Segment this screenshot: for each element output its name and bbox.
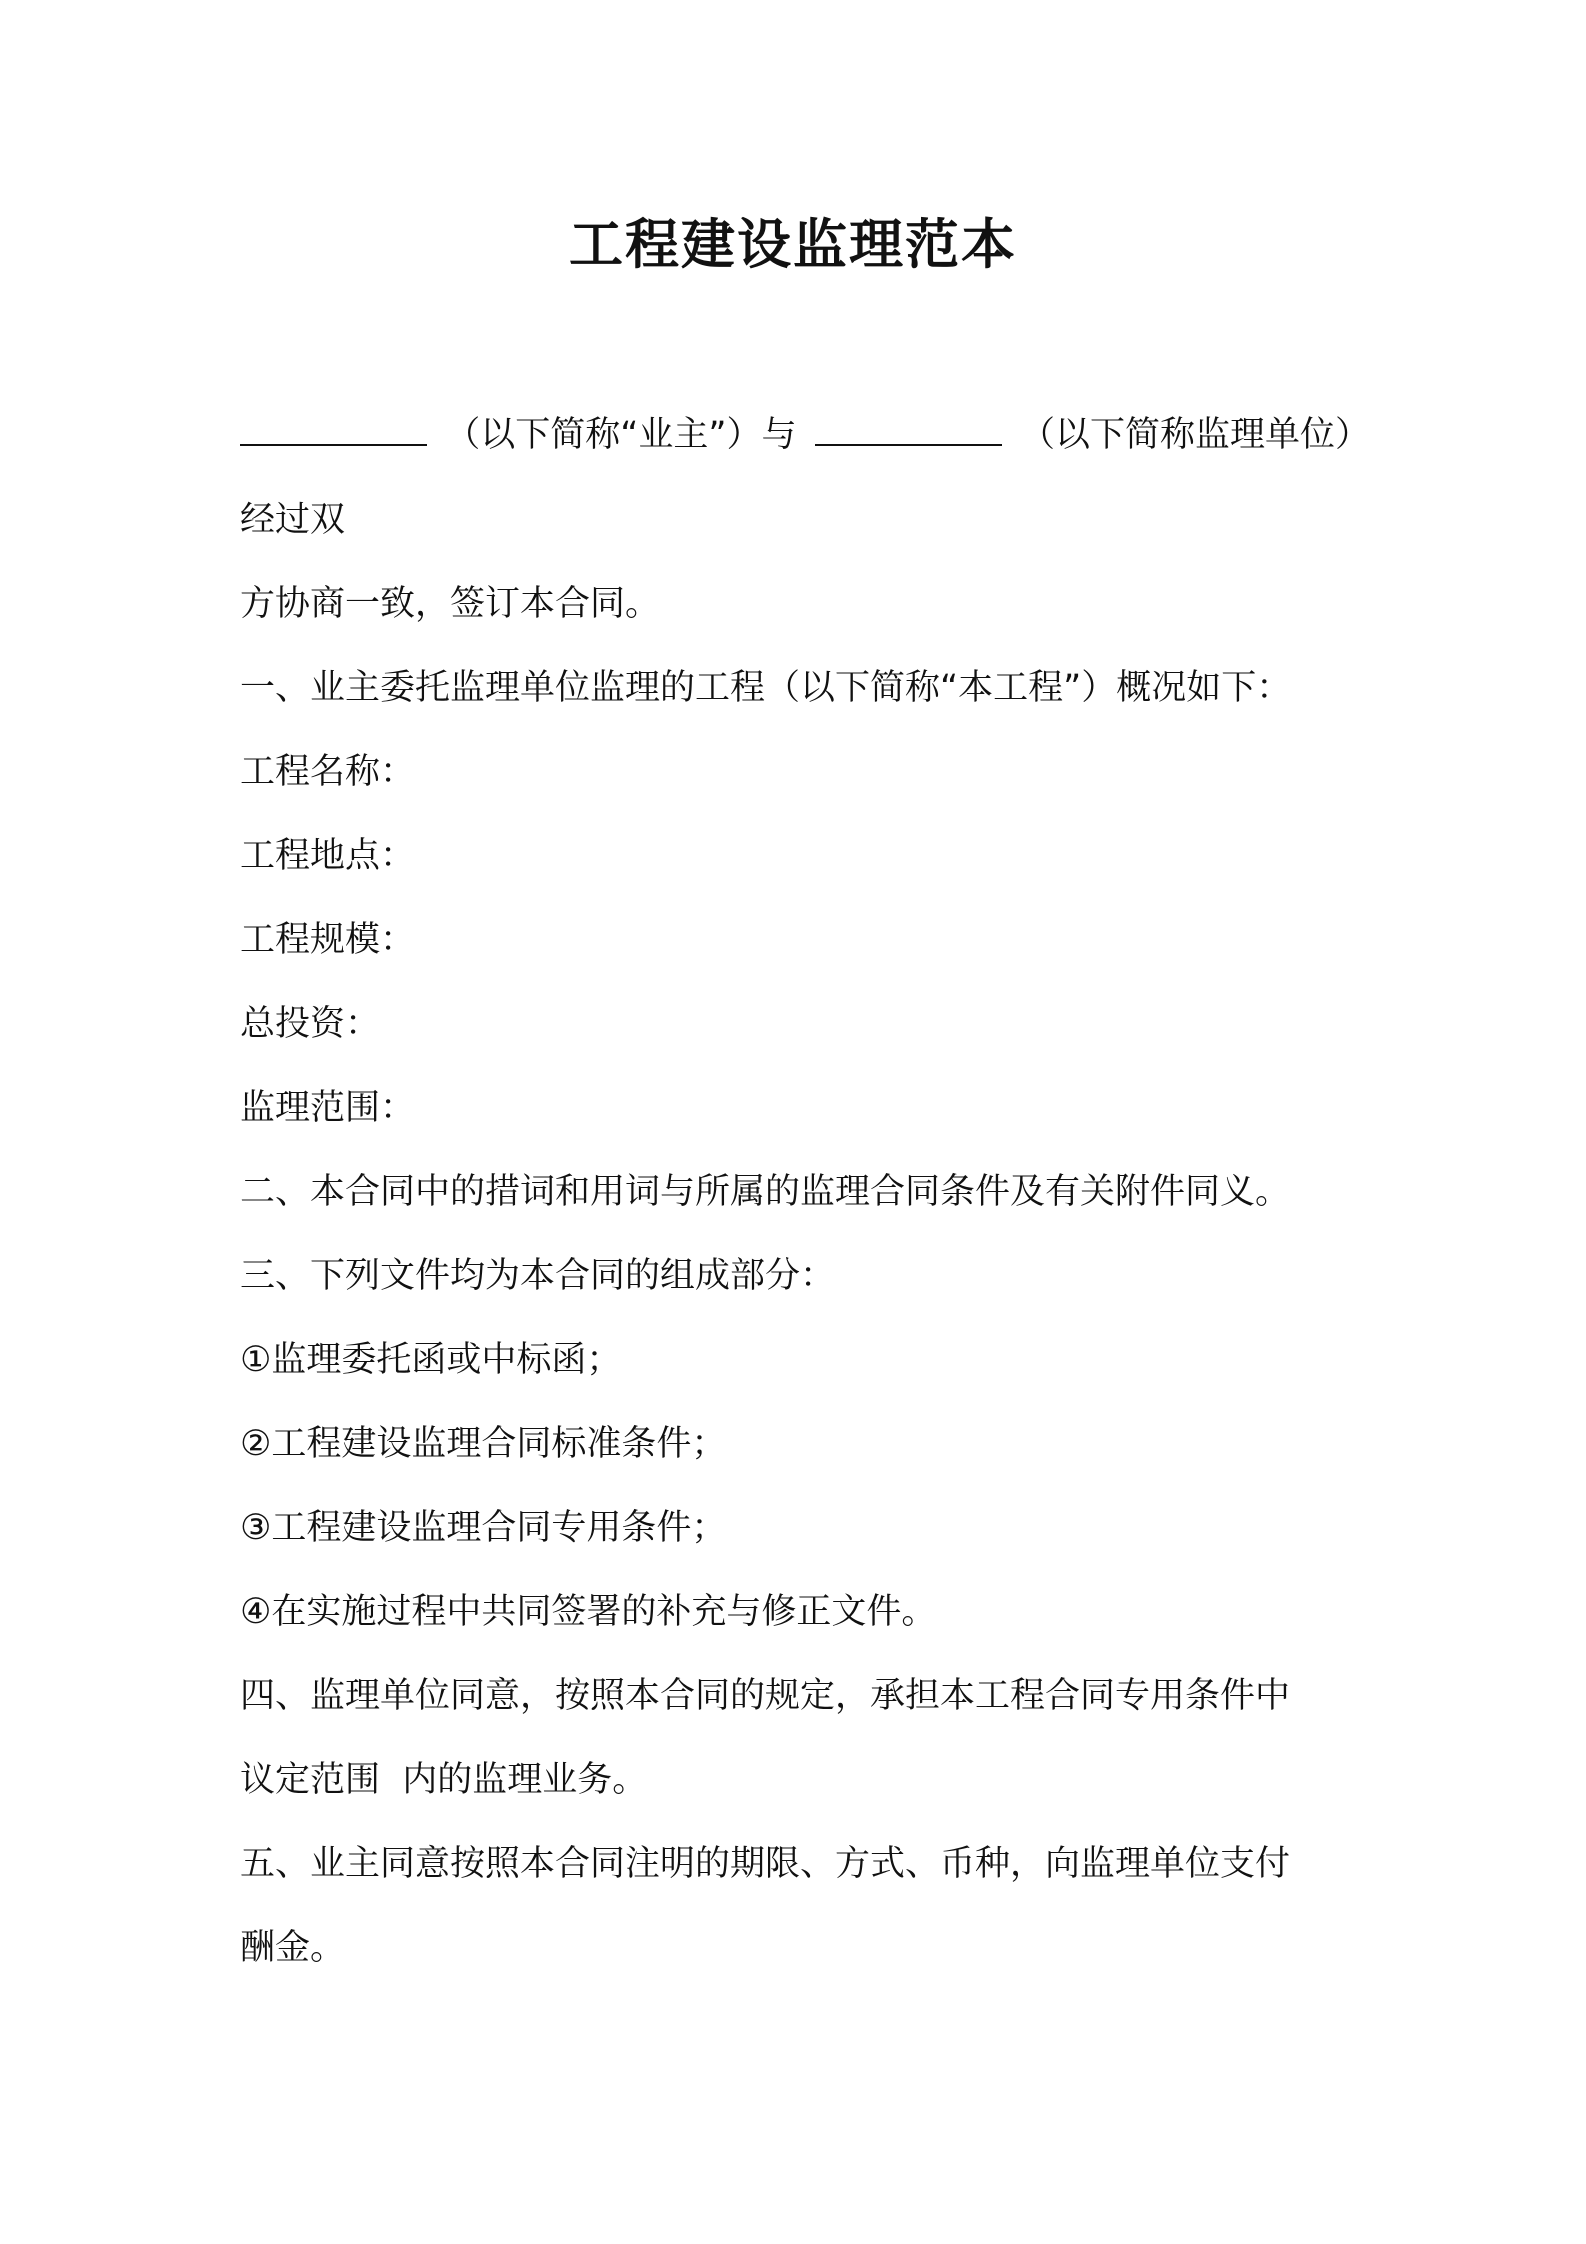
project-name-label: 工程名称： bbox=[240, 752, 416, 792]
section-one-heading: 一、业主委托监理单位监理的工程（以下简称“本工程”）概况如下： bbox=[240, 668, 1292, 708]
list-item: ①监理委托函或中标函； bbox=[240, 1340, 622, 1380]
intro-text-owner: （以下简称“业主”）与 bbox=[445, 415, 797, 455]
intro-line bbox=[240, 410, 1370, 460]
paragraph-line: 方协商一致，签订本合同。 bbox=[240, 584, 661, 624]
list-item: ③工程建设监理合同专用条件； bbox=[240, 1508, 727, 1548]
section-three-heading: 三、下列文件均为本合同的组成部分： bbox=[240, 1256, 836, 1296]
total-investment-label: 总投资： bbox=[240, 1004, 381, 1044]
owner-blank bbox=[240, 410, 427, 446]
paragraph-line: 经过双 bbox=[240, 500, 346, 540]
supervisor-blank bbox=[815, 410, 1002, 446]
document-title: 工程建设监理范本 bbox=[569, 213, 1017, 276]
intro-text-supervisor: （以下简称监理单位） bbox=[1019, 415, 1370, 455]
list-item: ④在实施过程中共同签署的补充与修正文件。 bbox=[240, 1592, 937, 1632]
section-five-text-continued: 酬金。 bbox=[240, 1928, 346, 1968]
section-two-text: 二、本合同中的措词和用词与所属的监理合同条件及有关附件同义。 bbox=[240, 1172, 1291, 1212]
project-location-label: 工程地点： bbox=[240, 836, 416, 876]
project-scale-label: 工程规模： bbox=[240, 920, 416, 960]
section-four-text-continued: 议定范围 内的监理业务。 bbox=[240, 1760, 648, 1800]
section-four-text: 四、监理单位同意，按照本合同的规定，承担本工程合同专用条件中 bbox=[240, 1676, 1291, 1716]
section-five-text: 五、业主同意按照本合同注明的期限、方式、币种，向监理单位支付 bbox=[240, 1844, 1291, 1884]
list-item: ②工程建设监理合同标准条件； bbox=[240, 1424, 727, 1464]
supervision-scope-label: 监理范围： bbox=[240, 1088, 416, 1128]
